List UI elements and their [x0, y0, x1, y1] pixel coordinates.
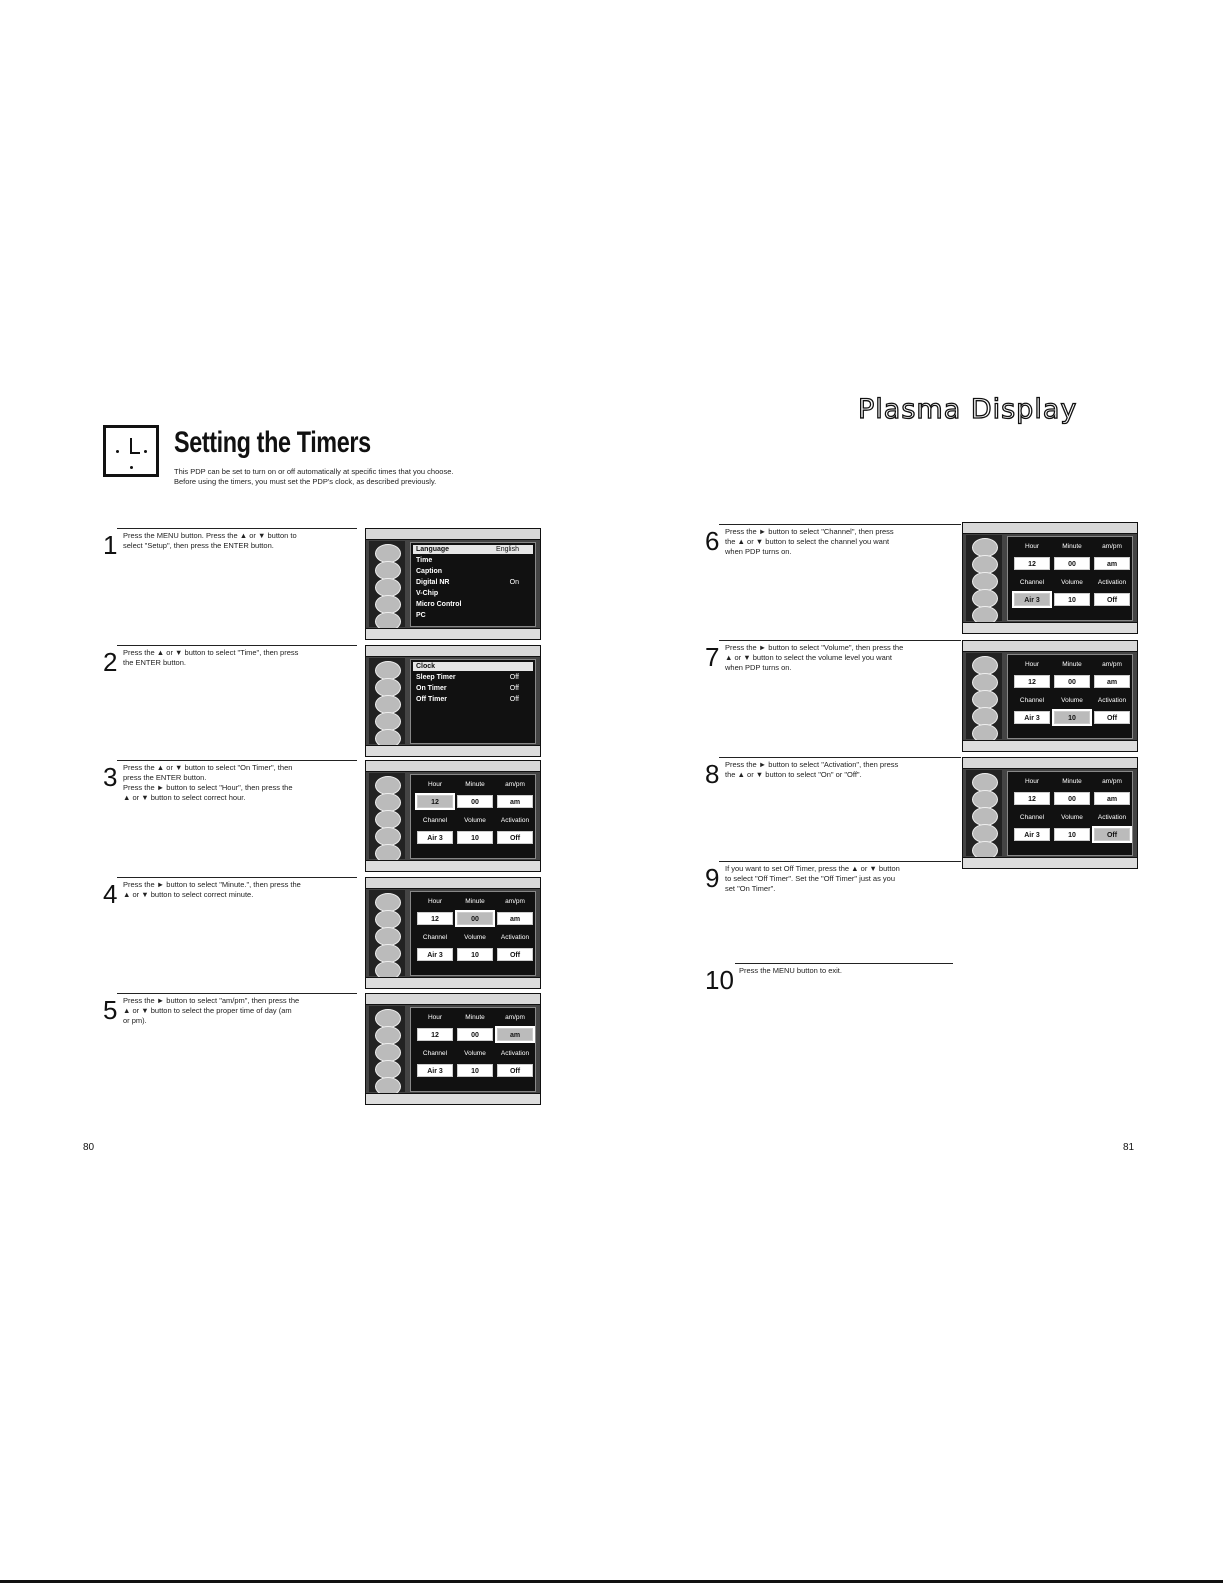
screen-footer: [366, 977, 540, 988]
timer-header: am/pm: [1102, 661, 1122, 668]
step-number: 7: [705, 642, 720, 672]
timer-field-channel: Air 3: [417, 1064, 453, 1077]
menu-row-label: Sleep Timer: [416, 674, 456, 681]
timer-field-hour: 12: [417, 1028, 453, 1041]
page-title: Setting the Timers: [174, 426, 371, 459]
step-rule: [117, 877, 357, 878]
step-text-line: Press the ▲ or ▼ button to select "On Timer", then: [123, 763, 293, 772]
timer-field-hour: 12: [1014, 557, 1050, 570]
timer-field-volume: 10: [457, 831, 493, 844]
step-text-line: ▲ or ▼ button to select the volume level you want: [725, 653, 893, 662]
timer-field-hour: 12: [1014, 675, 1050, 688]
timer-header: am/pm: [505, 898, 525, 905]
screen-panel: [410, 891, 536, 976]
step-text-line: select "Setup", then press the ENTER button.: [123, 541, 274, 550]
timer-field-ampm: am: [497, 912, 533, 925]
menu-row: [413, 545, 533, 554]
step-number: 8: [705, 759, 720, 789]
step-text: [725, 760, 961, 780]
menu-row: [413, 684, 533, 693]
step-number: 10: [705, 965, 734, 995]
timer-field-minute: 00: [1054, 557, 1090, 570]
timer-header: Volume: [464, 934, 486, 941]
step-text: [123, 880, 357, 900]
timer-field-hour: 12: [417, 912, 453, 925]
timer-field-ampm: am: [1094, 792, 1130, 805]
step-rule: [719, 757, 961, 758]
timer-field-hour: 12: [1014, 792, 1050, 805]
timer-field-channel: Air 3: [1014, 828, 1050, 841]
timer-field-volume: 10: [1054, 593, 1090, 606]
timer-field-channel: Air 3: [1014, 711, 1050, 724]
menu-row-value: Off: [509, 696, 519, 703]
timer-header: am/pm: [1102, 778, 1122, 785]
timer-field-activation: Off: [497, 1064, 533, 1077]
menu-screen: [962, 522, 1138, 634]
step-text-line: Press the MENU button. Press the ▲ or ▼ button to: [123, 531, 297, 540]
timer-field-ampm: am: [1094, 557, 1130, 570]
step-rule: [117, 993, 357, 994]
step-text: [725, 643, 961, 673]
timer-header: Minute: [465, 1014, 485, 1021]
timer-header: Channel: [1019, 814, 1045, 821]
timer-header: Hour: [427, 781, 443, 788]
step-text: [725, 527, 961, 557]
menu-row: [413, 567, 533, 576]
timer-field-volume: 10: [1054, 711, 1090, 724]
timer-header: am/pm: [1102, 543, 1122, 550]
timer-header: Minute: [465, 781, 485, 788]
timer-field-minute: 00: [457, 795, 493, 808]
step-text-line: press the ENTER button.: [123, 773, 207, 782]
screen-panel: [1007, 654, 1133, 739]
menu-row: [413, 578, 533, 587]
timer-field-minute: 00: [457, 912, 493, 925]
menu-row-label: Time: [416, 557, 433, 564]
step-text-line: set "On Timer".: [725, 884, 776, 893]
timer-header: Minute: [1062, 661, 1082, 668]
menu-row-label: Caption: [416, 568, 443, 575]
menu-screen: [365, 760, 541, 872]
step-text-line: ▲ or ▼ button to select correct hour.: [123, 793, 246, 802]
screen-footer: [963, 622, 1137, 633]
screen-sidebar: [369, 890, 405, 976]
screen-title-bar: [366, 878, 540, 889]
timer-field-activation: Off: [1094, 828, 1130, 841]
step-text-line: Press the ► button to select "Volume", then press the: [725, 643, 904, 652]
step-rule: [719, 640, 961, 641]
screen-sidebar: [369, 658, 405, 744]
menu-row: [413, 556, 533, 565]
step-text-line: If you want to set Off Timer, press the ▲ or ▼ button: [725, 864, 900, 873]
timer-header: Channel: [1019, 579, 1045, 586]
step-rule: [719, 861, 961, 862]
step-text-line: the ENTER button.: [123, 658, 186, 667]
timer-header: Activation: [1097, 697, 1127, 704]
step-text-line: Press the ► button to select "am/pm", then press the: [123, 996, 300, 1005]
page-number-left: 80: [83, 1142, 95, 1153]
timer-field-ampm: am: [1094, 675, 1130, 688]
timer-field-hour: 12: [417, 795, 453, 808]
timer-header: Volume: [464, 1050, 486, 1057]
timer-field-activation: Off: [1094, 711, 1130, 724]
timer-header: Minute: [1062, 778, 1082, 785]
step-text-line: ▲ or ▼ button to select the proper time of day (am: [123, 1006, 292, 1015]
menu-row-label: Digital NR: [416, 579, 450, 586]
step-text-line: when PDP turns on.: [725, 663, 792, 672]
timer-field-activation: Off: [1094, 593, 1130, 606]
intro-text: This PDP can be set to turn on or off automatically at specific times that you choose. Before using the timers, you must set the PDP's clock, as described previously.: [174, 467, 454, 486]
step-rule: [735, 963, 953, 964]
step-number: 4: [103, 879, 118, 909]
screen-sidebar: [966, 770, 1002, 856]
timer-field-volume: 10: [457, 948, 493, 961]
timer-header: Minute: [1062, 543, 1082, 550]
clock-icon: [103, 425, 159, 477]
timer-field-minute: 00: [1054, 675, 1090, 688]
screen-panel: [1007, 771, 1133, 856]
timer-field-channel: Air 3: [1014, 593, 1050, 606]
menu-screen: [365, 528, 541, 640]
step-text: [123, 648, 357, 668]
step-number: 2: [103, 647, 118, 677]
step-text: [725, 864, 961, 894]
screen-title-bar: [963, 758, 1137, 769]
timer-header: Hour: [427, 1014, 443, 1021]
timer-header: Activation: [500, 1050, 530, 1057]
screen-sidebar: [966, 653, 1002, 739]
timer-field-volume: 10: [457, 1064, 493, 1077]
menu-row-label: Clock: [416, 663, 436, 670]
timer-field-channel: Air 3: [417, 831, 453, 844]
step-text: [123, 531, 357, 551]
step-rule: [117, 645, 357, 646]
step-rule: [117, 760, 357, 761]
menu-row: [413, 673, 533, 682]
timer-header: Activation: [1097, 579, 1127, 586]
step-text-line: ▲ or ▼ button to select correct minute.: [123, 890, 254, 899]
timer-header: Channel: [422, 817, 448, 824]
menu-row-label: V-Chip: [416, 590, 439, 597]
menu-row-label: Language: [416, 546, 450, 553]
menu-screen: [962, 640, 1138, 752]
step-text-line: Press the ▲ or ▼ button to select "Time", then press: [123, 648, 299, 657]
timer-field-activation: Off: [497, 831, 533, 844]
screen-sidebar: [369, 773, 405, 859]
timer-field-ampm: am: [497, 1028, 533, 1041]
screen-footer: [963, 740, 1137, 751]
timer-header: Volume: [464, 817, 486, 824]
step-rule: [117, 528, 357, 529]
timer-header: Channel: [422, 1050, 448, 1057]
timer-header: Activation: [1097, 814, 1127, 821]
menu-row-value: Off: [509, 685, 519, 692]
menu-row: [413, 662, 533, 671]
screen-panel: [410, 774, 536, 859]
menu-row-label: PC: [416, 612, 426, 619]
screen-title-bar: [963, 523, 1137, 534]
step-text-line: Press the ► button to select "Hour", then press the: [123, 783, 293, 792]
menu-screen: [365, 993, 541, 1105]
screen-sidebar: [369, 1006, 405, 1092]
screen-footer: [366, 745, 540, 756]
screen-title-bar: [366, 761, 540, 772]
step-rule: [719, 524, 961, 525]
screen-title-bar: [366, 994, 540, 1005]
screen-title-bar: [366, 646, 540, 657]
timer-field-ampm: am: [497, 795, 533, 808]
screen-footer: [366, 628, 540, 639]
screen-panel: [1007, 536, 1133, 621]
menu-row-label: Off Timer: [416, 696, 447, 703]
screen-panel: [410, 659, 536, 744]
step-number: 3: [103, 762, 118, 792]
timer-field-minute: 00: [457, 1028, 493, 1041]
timer-header: am/pm: [505, 1014, 525, 1021]
screen-panel: [410, 1007, 536, 1092]
timer-field-volume: 10: [1054, 828, 1090, 841]
timer-header: Volume: [1061, 697, 1083, 704]
step-text-line: Press the ► button to select "Activation", then press: [725, 760, 899, 769]
menu-row: [413, 611, 533, 620]
menu-row-value: On: [509, 579, 519, 586]
step-text: [739, 966, 975, 976]
timer-header: Channel: [1019, 697, 1045, 704]
step-text-line: to select "Off Timer". Set the "Off Timer" just as you: [725, 874, 896, 883]
menu-row-label: On Timer: [416, 685, 447, 692]
timer-header: am/pm: [505, 781, 525, 788]
step-text-line: when PDP turns on.: [725, 547, 792, 556]
timer-field-minute: 00: [1054, 792, 1090, 805]
screen-footer: [366, 1093, 540, 1104]
page-number-right: 81: [1123, 1142, 1135, 1153]
step-text-line: the ▲ or ▼ button to select the channel you want: [725, 537, 890, 546]
timer-header: Volume: [1061, 579, 1083, 586]
screen-sidebar: [966, 535, 1002, 621]
step-text-line: Press the ► button to select "Channel", then press: [725, 527, 894, 536]
step-text-line: the ▲ or ▼ button to select "On" or "Off".: [725, 770, 862, 779]
timer-header: Hour: [427, 898, 443, 905]
screen-sidebar: [369, 541, 405, 627]
timer-header: Activation: [500, 817, 530, 824]
timer-field-channel: Air 3: [417, 948, 453, 961]
timer-header: Channel: [422, 934, 448, 941]
step-number: 9: [705, 863, 720, 893]
step-number: 6: [705, 526, 720, 556]
timer-header: Activation: [500, 934, 530, 941]
timer-header: Volume: [1061, 814, 1083, 821]
screen-panel: [410, 542, 536, 627]
step-number: 1: [103, 530, 118, 560]
timer-header: Hour: [1024, 778, 1040, 785]
step-text-line: or pm).: [123, 1016, 147, 1025]
menu-row: [413, 695, 533, 704]
step-text: [123, 763, 357, 803]
screen-title-bar: [366, 529, 540, 540]
menu-row: [413, 600, 533, 609]
timer-field-activation: Off: [497, 948, 533, 961]
screen-title-bar: [963, 641, 1137, 652]
menu-row-label: Micro Control: [416, 601, 462, 608]
timer-header: Minute: [465, 898, 485, 905]
step-text-line: Press the MENU button to exit.: [739, 966, 842, 975]
screen-footer: [366, 860, 540, 871]
menu-screen: [962, 757, 1138, 869]
menu-row: [413, 589, 533, 598]
screen-footer: [963, 857, 1137, 868]
menu-row-value: Off: [509, 674, 519, 681]
menu-screen: [365, 877, 541, 989]
step-number: 5: [103, 995, 118, 1025]
menu-row-value: English: [496, 546, 519, 553]
step-text: [123, 996, 357, 1026]
page-bottom-rule: [0, 1580, 1223, 1583]
menu-screen: [365, 645, 541, 757]
timer-header: Hour: [1024, 661, 1040, 668]
step-text-line: Press the ► button to select "Minute.", then press the: [123, 880, 301, 889]
brand-logo: Plasma Display: [858, 394, 1078, 425]
timer-header: Hour: [1024, 543, 1040, 550]
